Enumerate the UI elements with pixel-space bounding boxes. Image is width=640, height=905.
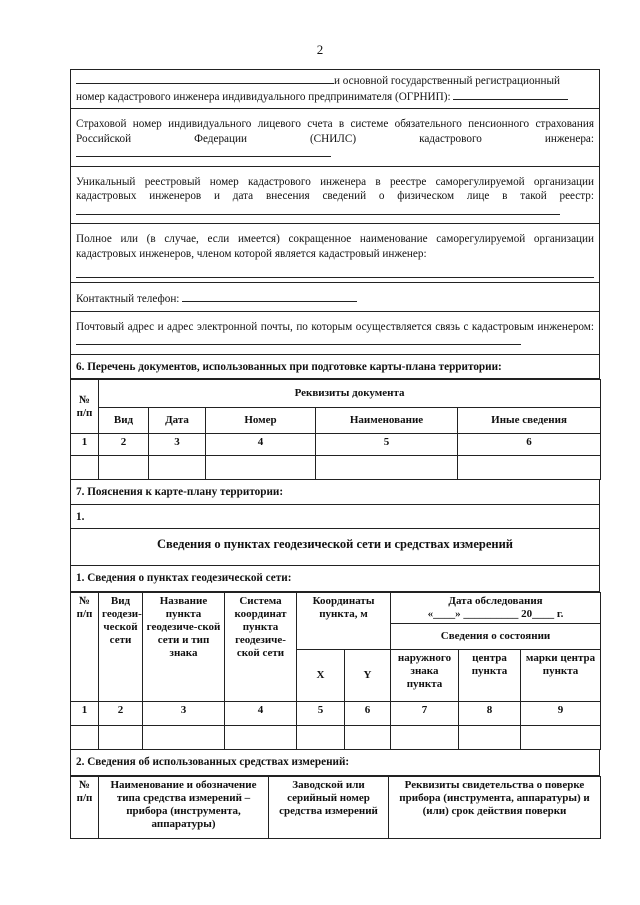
inst-col-num: № п/п — [71, 777, 99, 839]
address-text: Почтовый адрес и адрес электронной почты, по которым осуществляется связь с кадастровым инженером: — [76, 320, 594, 333]
snils-row — [70, 109, 600, 167]
doc-num-4: 4 — [206, 434, 316, 456]
inst-col-serial: Заводской или серийный номер средства измерений — [269, 777, 389, 839]
geo-col-marks: марки центра пункта — [521, 650, 601, 702]
table-cell[interactable] — [459, 726, 521, 750]
sro-blank[interactable] — [76, 267, 594, 278]
geodetic-sub2-title: 2. Сведения об использованных средствах измерений: — [70, 750, 600, 776]
snils-text: Страховой номер индивидуального лицевого счета в системе обязательного пенсионного страхования Российской Федерации (СНИЛС) кадастрового инженера: — [76, 118, 594, 145]
geo-num-5: 5 — [297, 702, 345, 726]
table-cell[interactable] — [225, 726, 297, 750]
table-cell[interactable] — [99, 726, 143, 750]
doc-col-requisites: Реквизиты документа — [99, 380, 601, 408]
snils-blank[interactable] — [76, 146, 331, 157]
geo-col-x: X — [297, 650, 345, 702]
table-cell[interactable] — [206, 456, 316, 480]
address-row — [70, 312, 600, 355]
section7-title: 7. Пояснения к карте-плану территории: — [70, 480, 600, 505]
inst-col-cert: Реквизиты свидетельства о поверке прибора (инструмента, аппаратуры) и (или) срок действия поверки — [389, 777, 601, 839]
ogrnip-text2: номер кадастрового инженера индивидуального предпринимателя (ОГРНИП): — [76, 90, 451, 103]
geo-num-8: 8 — [459, 702, 521, 726]
geodetic-table — [70, 592, 601, 750]
doc-col-other: Иные сведения — [458, 408, 601, 434]
table-cell[interactable] — [316, 456, 458, 480]
section7-item[interactable]: 1. — [70, 505, 600, 529]
geodetic-title: Сведения о пунктах геодезической сети и средствах измерений — [70, 529, 600, 567]
geo-col-date: Дата обследования «____» __________ 20____ г. — [391, 593, 601, 624]
geo-col-center: центра пункта — [459, 650, 521, 702]
geo-col-system: Система координат пункта геодезиче-ской сети — [225, 593, 297, 702]
phone-row — [70, 283, 600, 312]
doc-num-3: 3 — [149, 434, 206, 456]
geo-num-4: 4 — [225, 702, 297, 726]
ogrnip-row — [70, 69, 600, 109]
page-number: 2 — [316, 42, 324, 57]
phone-blank[interactable] — [182, 291, 357, 302]
table-cell[interactable] — [149, 456, 206, 480]
doc-col-type: Вид — [99, 408, 149, 434]
geo-num-9: 9 — [521, 702, 601, 726]
geo-num-3: 3 — [143, 702, 225, 726]
geodetic-sub1-title: 1. Сведения о пунктах геодезической сети: — [70, 566, 600, 592]
table-cell[interactable] — [345, 726, 391, 750]
doc-col-number: Номер — [206, 408, 316, 434]
table-cell[interactable] — [71, 456, 99, 480]
doc-col-num: № п/п — [71, 380, 99, 434]
doc-num-5: 5 — [316, 434, 458, 456]
instruments-table — [70, 776, 601, 839]
documents-table — [70, 379, 601, 480]
geo-date-line[interactable]: «____» __________ 20____ г. — [427, 608, 564, 620]
table-cell[interactable] — [521, 726, 601, 750]
geo-num-2: 2 — [99, 702, 143, 726]
table-cell[interactable] — [71, 726, 99, 750]
geo-num-1: 1 — [71, 702, 99, 726]
doc-num-2: 2 — [99, 434, 149, 456]
doc-num-6: 6 — [458, 434, 601, 456]
geo-col-outer: наружного знака пункта — [391, 650, 459, 702]
form-frame — [70, 69, 600, 839]
geo-col-coords: Координаты пункта, м — [297, 593, 391, 650]
table-cell[interactable] — [297, 726, 345, 750]
geo-num-7: 7 — [391, 702, 459, 726]
geo-num-6: 6 — [345, 702, 391, 726]
doc-col-date: Дата — [149, 408, 206, 434]
geo-col-num: № п/п — [71, 593, 99, 702]
ogrnip-text: и основной государственный регистрационный — [334, 75, 561, 87]
geo-col-name: Название пункта геодезиче-ской сети и тип знака — [143, 593, 225, 702]
sro-row — [70, 224, 600, 283]
registry-blank[interactable] — [76, 204, 560, 215]
registry-text: Уникальный реестровый номер кадастрового инженера в реестре саморегулируемой организации кадастровых инженеров и дата внесения сведений о физическом лице в такой реестр: — [76, 175, 594, 202]
geo-col-state: Сведения о состоянии — [391, 624, 601, 650]
doc-col-name: Наименование — [316, 408, 458, 434]
registry-row — [70, 167, 600, 225]
sro-text: Полное или (в случае, если имеется) сокращенное наименование саморегулируемой организации кадастровых инженеров, членом которой является кадастровый инженер: — [76, 233, 594, 260]
geo-col-type: Вид геодези-ческой сети — [99, 593, 143, 702]
doc-num-1: 1 — [71, 434, 99, 456]
table-cell[interactable] — [99, 456, 149, 480]
table-cell[interactable] — [143, 726, 225, 750]
ogrnip-name-blank[interactable] — [76, 73, 334, 84]
table-cell[interactable] — [391, 726, 459, 750]
phone-text: Контактный телефон: — [76, 293, 180, 305]
geo-col-y: Y — [345, 650, 391, 702]
address-blank[interactable] — [76, 334, 521, 345]
inst-col-name: Наименование и обозначение типа средства измерений – прибора (инструмента, аппаратуры) — [99, 777, 269, 839]
ogrnip-blank[interactable] — [453, 89, 568, 100]
table-cell[interactable] — [458, 456, 601, 480]
section6-title: 6. Перечень документов, использованных при подготовке карты-плана территории: — [70, 355, 600, 380]
